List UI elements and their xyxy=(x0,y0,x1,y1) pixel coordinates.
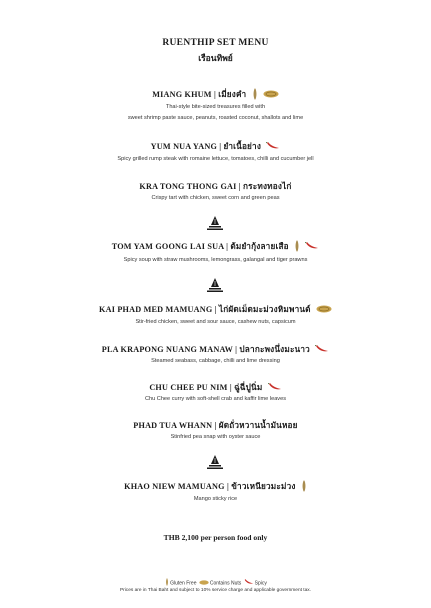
dish-kai-phad-med-mamuang xyxy=(0,303,431,316)
footnote: Prices are in Thai Baht and subject to 10% service charge and applicable government tax. xyxy=(119,588,312,593)
menu-title: RUENTHIP SET MENU xyxy=(162,38,269,48)
divider-ornament-icon xyxy=(207,215,223,229)
dish-kra-tong-thong-gai xyxy=(0,180,431,193)
contains-nuts-icon xyxy=(316,305,332,315)
dish-description: Stir-fried chicken, sweet and sour sauce, cashew nuts, capsicum xyxy=(135,319,296,325)
gluten-free-icon xyxy=(301,480,307,494)
dish-name: TOM YAM GOONG LAI SUA | ต้มยำกุ้งลายเสือ xyxy=(111,242,289,251)
dish-name: CHU CHEE PU NIM | ฉู่ฉี่ปูนิ่ม xyxy=(149,383,263,392)
contains-nuts-icon xyxy=(263,90,279,100)
set-price: THB 2,100 per person food only xyxy=(163,533,268,542)
dish-description: Stinfried pea snap with oyster sauce xyxy=(170,434,261,440)
dish-tom-yam-goong-lai-sua xyxy=(0,240,431,254)
spicy-icon xyxy=(266,142,280,152)
dish-yum-nua-yang xyxy=(0,140,431,153)
spicy-icon xyxy=(305,242,319,252)
dish-description: sweet shrimp paste sauce, peanuts, roasted coconut, shallots and lime xyxy=(127,115,304,121)
spicy-icon xyxy=(244,579,254,587)
legend-spicy-label: Spicy xyxy=(254,580,267,587)
spicy-icon xyxy=(315,345,329,355)
dish-description: Steamed seabass, cabbage, chilli and lime dressing xyxy=(151,358,280,364)
dish-name: PHAD TUA WHANN | ผัดถั่วหวานน้ำมันหอย xyxy=(133,421,298,430)
dietary-legend xyxy=(0,578,431,588)
gluten-free-icon xyxy=(294,240,300,254)
divider-ornament-icon xyxy=(207,454,223,468)
spicy-icon xyxy=(268,383,282,393)
legend-gluten-free-label: Gluten Free xyxy=(170,580,197,587)
dish-description: Spicy grilled rump steak with romaine lettuce, tomatoes, chilli and cucumber jell xyxy=(117,156,314,162)
gluten-free-icon xyxy=(252,88,258,102)
dish-description: Mango sticky rice xyxy=(193,496,238,502)
dish-name: KAI PHAD MED MAMUANG | ไก่ผัดเม็ดมะม่วงหิมพานต์ xyxy=(99,305,311,314)
dish-description: Spicy soup with straw mushrooms, lemongrass, galangal and tiger prawns xyxy=(123,257,308,263)
dish-name: PLA KRAPONG NUANG MANAW | ปลากะพงนึ่งมะนาว xyxy=(101,345,310,354)
menu-subtitle: เรือนทิพย์ xyxy=(198,53,233,63)
contains-nuts-icon xyxy=(199,580,209,587)
gluten-free-icon xyxy=(165,578,169,588)
dish-pla-krapong-nuang-manaw xyxy=(0,343,431,356)
dish-phad-tua-whann xyxy=(0,419,431,432)
dish-name: MIANG KHUM | เมี่ยงคำ xyxy=(152,90,247,99)
dish-name: YUM NUA YANG | ยำเนื้อย่าง xyxy=(150,142,262,151)
legend-contains-nuts-label: Contains Nuts xyxy=(209,580,242,587)
dish-miang-khum xyxy=(0,88,431,102)
dish-chu-chee-pu-nim xyxy=(0,381,431,394)
dish-khao-niew-mamuang xyxy=(0,480,431,494)
divider-ornament-icon xyxy=(207,277,223,291)
dish-description: Chu Chee curry with soft-shell crab and kaffir lime leaves xyxy=(144,396,287,402)
dish-name: KRA TONG THONG GAI | กระทงทองไก่ xyxy=(139,182,292,191)
dish-description: Thai-style bite-sized treasures filled with xyxy=(165,104,266,110)
dish-description: Crispy tart with chicken, sweet corn and green peas xyxy=(151,195,280,201)
dish-name: KHAO NIEW MAMUANG | ข้าวเหนียวมะม่วง xyxy=(124,482,296,491)
